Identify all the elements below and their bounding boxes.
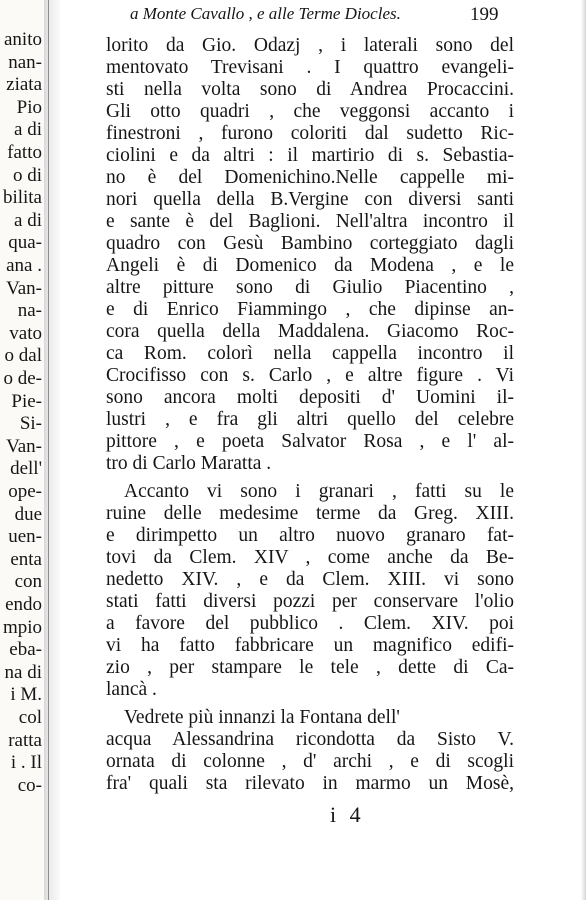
text-line: Accanto vi sono i granari , fatti su le	[124, 481, 514, 502]
facing-page-fragment: o di	[12, 164, 42, 186]
text-line: e di Enrico Fiammingo , che dipinse an-	[106, 299, 514, 320]
facing-page-fragment: enta	[10, 548, 42, 570]
text-line: tro di Carlo Maratta .	[106, 453, 272, 474]
facing-page-fragment: nan-	[8, 51, 42, 73]
facing-page-fragment: Pie-	[11, 390, 42, 412]
facing-page-fragment: i M.	[10, 684, 42, 706]
text-line: lancà .	[106, 679, 157, 700]
text-line: acqua Alessandrina ricondotta da Sisto V.	[106, 729, 514, 750]
text-line: ca Rom. colorì nella cappella incontro il	[106, 343, 514, 364]
text-line: ciolini e da altri : il martirio di s. Sebastia-	[106, 145, 514, 166]
page-number: 199	[470, 4, 499, 25]
facing-page-fragment: vato	[9, 322, 42, 344]
facing-page-fragment: o dal	[4, 345, 42, 367]
text-line: lustri , e fra gli altri quello del celebre	[106, 409, 514, 430]
text-line: zio , per stampare le tele , dette di Ca-	[106, 657, 514, 678]
facing-page-margin	[0, 0, 46, 900]
facing-page-fragment: qua-	[8, 232, 42, 254]
facing-page-fragment: ziata	[6, 74, 42, 96]
facing-page-fragment: ana .	[6, 255, 42, 276]
text-line: finestroni , furono coloriti dal sudetto Ric-	[106, 123, 514, 144]
facing-page-fragment: na-	[17, 300, 42, 322]
text-line: vi ha fatto fabbricare un magnifico edifi-	[106, 635, 514, 656]
text-line: Vedrete più innanzi la Fontana dell'	[124, 707, 400, 728]
facing-page-fragment: o de-	[3, 368, 42, 389]
printer-signature: i 4	[330, 802, 365, 827]
running-title: a Monte Cavallo , e alle Terme Diocles.	[130, 4, 401, 23]
text-line: Gli otto quadri , che veggonsi accanto i	[106, 101, 514, 122]
text-line: ruine delle medesime terme da Greg. XIII.	[106, 503, 514, 524]
text-line: fra' quali sta rilevato in marmo un Mosè,	[106, 773, 514, 794]
facing-page-fragment: bilita	[2, 187, 42, 209]
text-line: pittore , e poeta Salvator Rosa , e l' al-	[106, 431, 514, 452]
facing-page-fragment: Pio	[16, 96, 42, 118]
facing-page-fragment: i . Il	[10, 752, 42, 774]
facing-page-fragment: a di	[14, 209, 42, 231]
text-line: sono ancora molti depositi d' Uomini il-	[106, 387, 514, 408]
text-line: quadro con Gesù Bambino corteggiato dagli	[106, 233, 514, 254]
facing-page-fragment: ratta	[8, 729, 42, 751]
text-line: nori quella della B.Vergine con diversi santi	[106, 189, 514, 210]
text-line: cora quella della Maddalena. Giacomo Roc-	[106, 321, 514, 342]
text-line: Crocifisso con s. Carlo , e altre figure . Vi	[106, 365, 514, 386]
text-line: ornata di colonne , d' archi , e di scogli	[106, 751, 514, 772]
facing-page-fragment: con	[14, 571, 42, 593]
text-line: Angeli è di Domenico da Modena , e le	[106, 255, 514, 276]
facing-page-fragment: Si-	[19, 413, 42, 435]
facing-page-fragment: col	[18, 707, 42, 728]
facing-page-fragment: co-	[17, 774, 42, 796]
text-line: no è del Domenichino.Nelle cappelle mi-	[106, 167, 514, 188]
text-line: e dirimpetto un altro nuovo granaro fat-	[106, 525, 514, 546]
facing-page-fragment: Van-	[6, 277, 42, 299]
text-line: sti nella volta sono di Andrea Procaccini.	[106, 79, 514, 100]
text-line: nedetto XIV. , e da Clem. XIII. vi sono	[106, 569, 514, 590]
facing-page-fragment: uen-	[8, 526, 42, 548]
facing-page-fragment: endo	[5, 594, 42, 615]
facing-page-fragment: fatto	[7, 142, 42, 163]
facing-page-fragment: na di	[4, 661, 42, 683]
text-line: a favore del pubblico . Clem. XIV. poi	[106, 613, 514, 634]
page-edge	[581, 0, 586, 900]
gutter-line	[48, 0, 49, 900]
text-line: altre pitture sono di Giulio Piacentino ,	[106, 277, 514, 298]
text-line: stati fatti diversi pozzi per conservare l'olio	[106, 591, 514, 612]
facing-page-fragment: ope-	[8, 481, 42, 502]
facing-page-fragment: anito	[4, 29, 42, 50]
facing-page-fragment: mpio	[2, 616, 42, 638]
text-line: tovi da Clem. XIV , come anche da Be-	[106, 547, 514, 568]
facing-page-fragment: dell'	[10, 458, 42, 480]
text-line: e sante è del Baglioni. Nell'altra incontro il	[106, 211, 514, 232]
facing-page-fragment: a di	[14, 119, 42, 141]
text-line: lorito da Gio. Odazj , i laterali sono del	[106, 35, 514, 56]
facing-page-fragment: eba-	[9, 639, 42, 661]
book-gutter	[44, 0, 60, 900]
text-line: mentovato Trevisani . I quattro evangeli-	[106, 57, 514, 78]
facing-page-fragment: due	[14, 503, 42, 525]
facing-page-fragment: Van-	[6, 435, 42, 457]
